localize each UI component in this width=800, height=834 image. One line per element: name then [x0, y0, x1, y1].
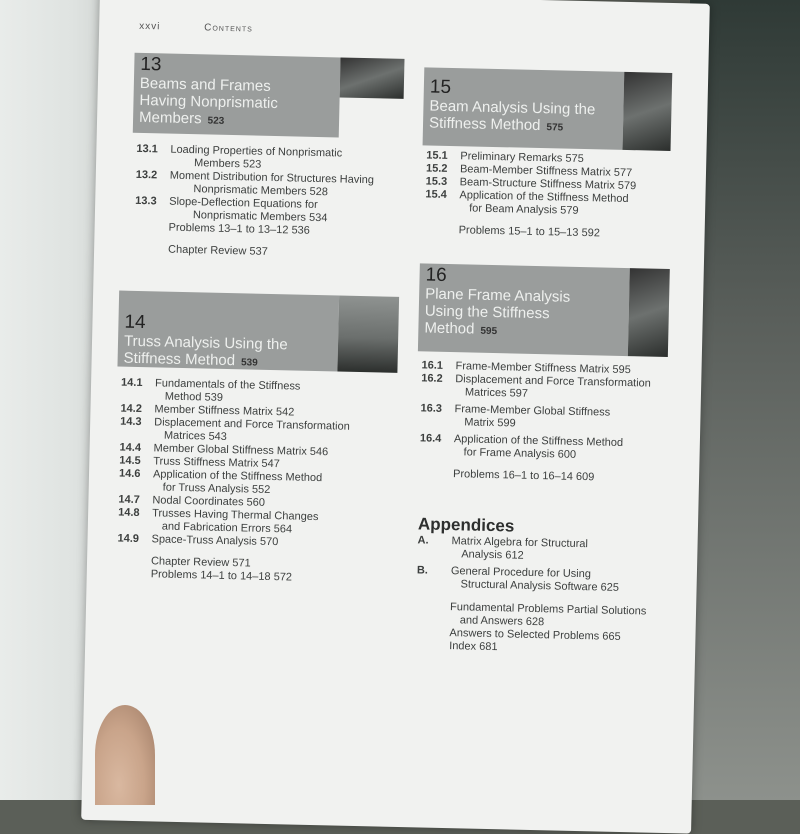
toc-extra: and Answers 628: [459, 614, 545, 629]
section-title: Truss Stiffness Matrix 547: [153, 455, 280, 471]
section-title: Matrix 599: [464, 416, 516, 430]
chapter-15-title-line: Stiffness Method: [428, 114, 541, 135]
chapter-16-title-line: Plane Frame Analysis: [424, 285, 571, 306]
section-number: 15.1: [426, 149, 448, 162]
chapter-14-title-line: Stiffness Method: [123, 349, 236, 370]
section-number: 13.3: [135, 194, 157, 208]
chapter-16-title-line: Method: [424, 319, 475, 338]
chapter-15-banner: [423, 67, 625, 150]
section-title: Space-Truss Analysis 570: [151, 533, 279, 549]
section-title: Slope-Deflection Equations for: [169, 195, 318, 211]
toc-extra: Index 681: [449, 640, 498, 654]
section-number: 15.4: [425, 188, 447, 201]
section-title: Nonprismatic Members 534: [192, 209, 328, 225]
chapter-13-title-line: Beams and Frames: [139, 74, 271, 95]
section-title: Members 523: [193, 157, 262, 171]
chapter-16-number: 16: [425, 264, 447, 286]
section-title: Matrices 597: [464, 386, 529, 400]
hand-in-corner: [95, 705, 155, 805]
toc-extra: Answers to Selected Problems 665: [449, 627, 621, 643]
section-title: and Fabrication Errors 564: [161, 520, 293, 536]
appendix-title: Analysis 612: [461, 548, 524, 562]
chapter-16-title-line: Using the Stiffness: [424, 302, 550, 323]
chapter-14-toc: [117, 377, 402, 587]
book-page: [81, 0, 710, 834]
appendix-title: Matrix Algebra for Structural: [451, 535, 589, 551]
section-number: 16.1: [421, 359, 444, 372]
section-number: 14.9: [117, 532, 140, 546]
chapter-14-number: 14: [124, 311, 146, 334]
toc-extra: Problems 14–1 to 14–18 572: [150, 568, 293, 584]
page-number: xxvi: [139, 20, 161, 33]
chapter-14-title-line: Truss Analysis Using the: [123, 332, 288, 354]
section-title: for Truss Analysis 552: [162, 481, 271, 496]
section-title: Frame-Member Stiffness Matrix 595: [455, 360, 631, 377]
chapter-14-banner: [117, 291, 339, 372]
chapter-15-toc: [424, 149, 676, 242]
chapter-13-banner: [133, 53, 341, 138]
section-number: 14.2: [120, 402, 143, 416]
chapter-15-photo: [623, 72, 673, 151]
chapter-15-page: 575: [546, 122, 564, 134]
section-title: for Frame Analysis 600: [463, 446, 577, 461]
chapter-13-number: 13: [140, 53, 162, 76]
section-number: 14.5: [119, 454, 141, 468]
section-title: Displacement and Force Transformation: [455, 373, 652, 390]
running-title: Contents: [204, 22, 253, 35]
section-title: Displacement and Force Transformation: [154, 416, 350, 433]
toc-extra: Fundamental Problems Partial Solutions: [449, 601, 647, 618]
section-title: for Beam Analysis 579: [469, 202, 579, 217]
section-number: 14.8: [118, 506, 140, 520]
section-title: Nonprismatic Members 528: [193, 183, 329, 199]
section-number: 16.4: [419, 432, 442, 445]
chapter-16-banner: [418, 263, 630, 356]
section-title: Application of the Stiffness Method: [459, 189, 629, 206]
chapter-16-photo: [628, 268, 670, 357]
chapter-15-number: 15: [429, 76, 452, 98]
section-number: 13.1: [136, 142, 158, 156]
chapter-14-page: 539: [240, 357, 258, 369]
chapter-16-page: 595: [480, 325, 498, 338]
chapter-15-title-line: Beam Analysis Using the: [429, 97, 596, 119]
section-number: 14.6: [118, 467, 141, 481]
section-title: Trusses Having Thermal Changes: [152, 507, 319, 524]
section-number: 14.7: [118, 493, 140, 507]
chapter-13-toc: [134, 143, 406, 262]
section-title: Method 539: [164, 390, 224, 404]
section-title: Beam-Structure Stiffness Matrix 579: [459, 176, 637, 193]
chapter-13-title-line: Members: [138, 108, 202, 128]
section-number: 15.3: [425, 175, 448, 188]
section-title: Beam-Member Stiffness Matrix 577: [459, 163, 633, 180]
section-title: Fundamentals of the Stiffness: [154, 377, 301, 393]
chapter-16-toc: [419, 359, 672, 486]
toc-extra: Problems 13–1 to 13–12 536: [168, 221, 311, 237]
section-title: Application of the Stiffness Method: [453, 433, 624, 449]
appendix-letter: A.: [417, 534, 429, 547]
section-title: Loading Properties of Nonprismatic: [170, 143, 343, 160]
toc-extra: Chapter Review 571: [150, 555, 251, 570]
section-title: Matrices 543: [163, 429, 228, 443]
appendices-heading: Appendices: [417, 514, 515, 536]
appendix-title: General Procedure for Using: [450, 565, 592, 581]
appendices-toc: [415, 514, 678, 658]
appendix-title: Structural Analysis Software 625: [460, 578, 620, 594]
section-number: 13.2: [135, 168, 158, 182]
toc-extra: Problems 16–1 to 16–14 609: [452, 468, 595, 484]
section-title: Preliminary Remarks 575: [460, 150, 584, 166]
section-number: 14.3: [120, 415, 142, 429]
section-title: Moment Distribution for Structures Having: [169, 169, 375, 187]
section-title: Member Global Stiffness Matrix 546: [153, 442, 329, 459]
section-title: Frame-Member Global Stiffness: [454, 403, 611, 419]
appendix-letter: B.: [416, 564, 429, 577]
section-title: Member Stiffness Matrix 542: [154, 403, 295, 419]
section-number: 14.1: [120, 376, 143, 390]
chapter-13-title-line: Having Nonprismatic: [139, 91, 279, 113]
toc-extra: Chapter Review 537: [167, 243, 268, 258]
section-title: Application of the Stiffness Method: [152, 468, 323, 485]
toc-extra: Problems 15–1 to 15–13 592: [458, 224, 601, 240]
chapter-13-photo: [340, 57, 405, 98]
section-number: 16.3: [420, 402, 443, 415]
section-number: 16.2: [421, 372, 443, 385]
section-number: 15.2: [425, 162, 448, 175]
chapter-13-page: 523: [207, 115, 225, 127]
section-number: 14.4: [119, 441, 142, 455]
chapter-14-photo: [337, 296, 399, 373]
section-title: Nodal Coordinates 560: [152, 494, 266, 509]
page-header: [139, 21, 253, 35]
